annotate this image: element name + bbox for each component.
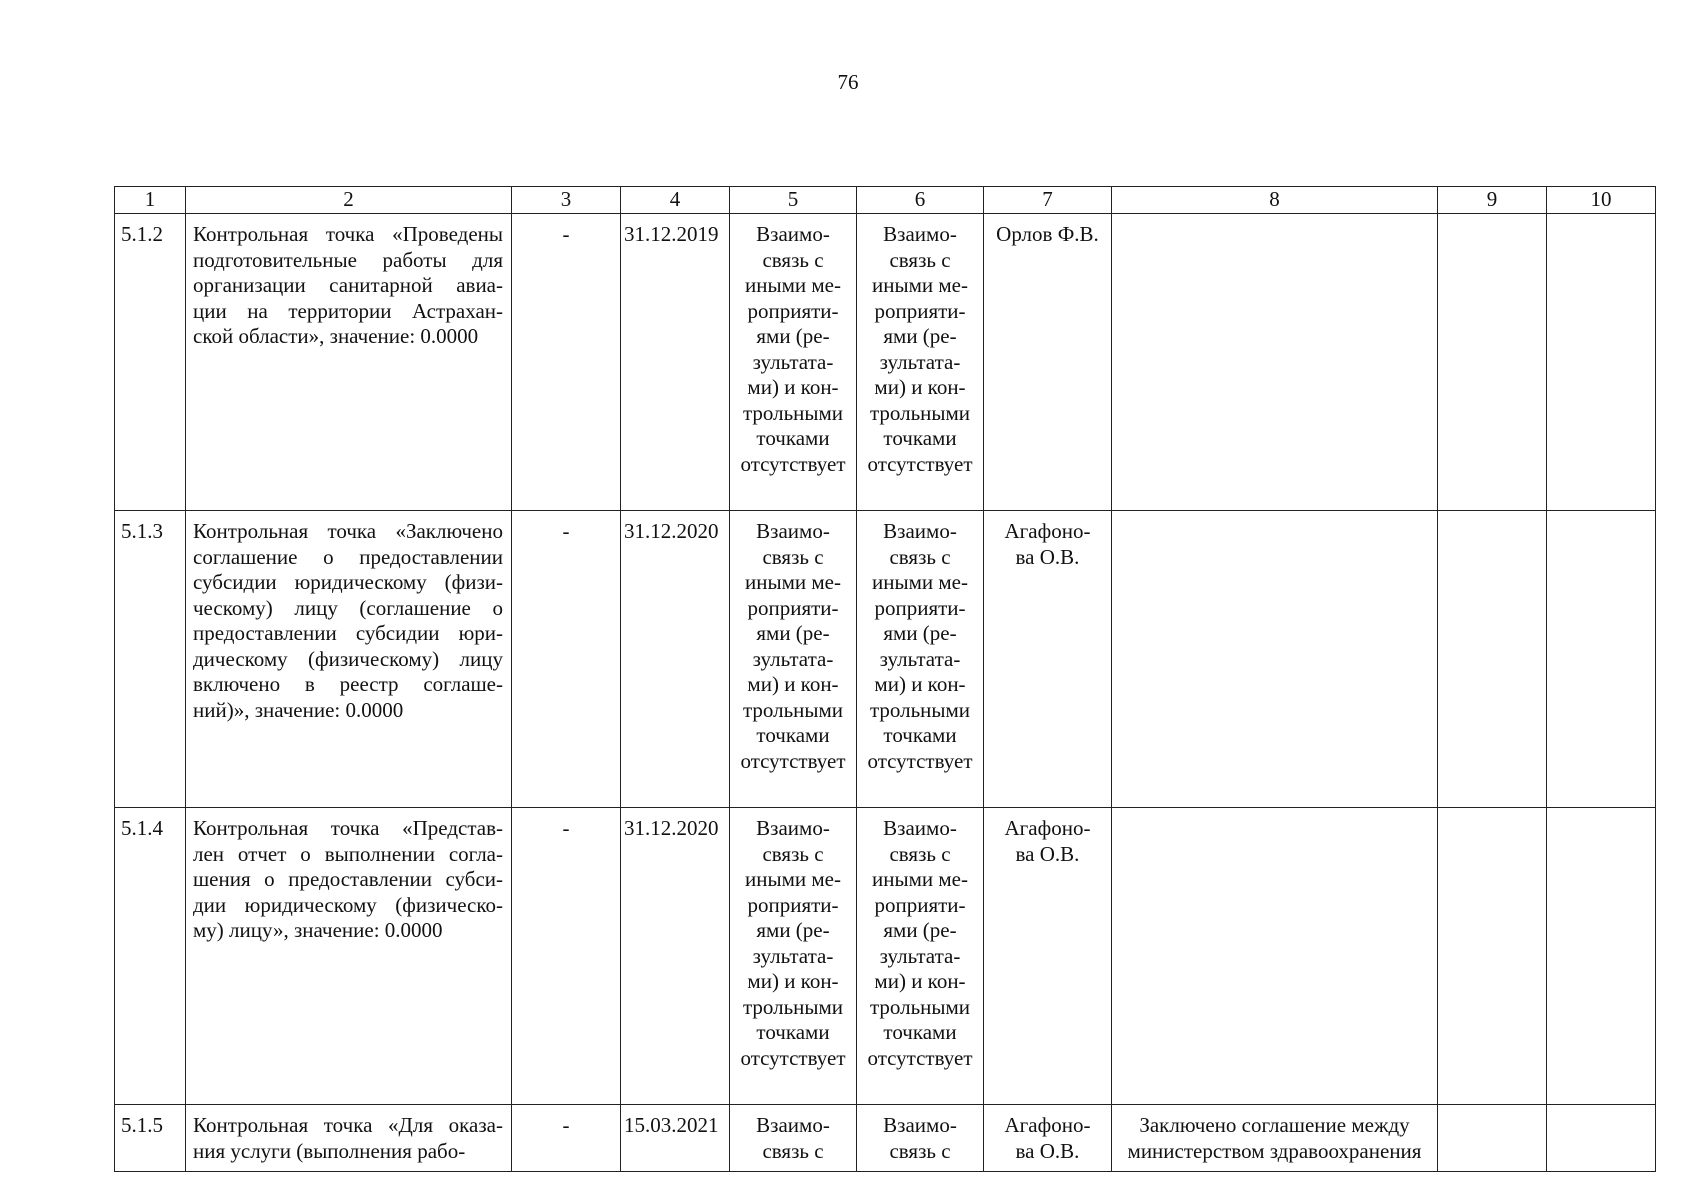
relation-cell-line: отсутствует xyxy=(867,748,973,773)
column-header: 1 xyxy=(115,187,186,214)
col9-cell xyxy=(1438,511,1547,808)
relation-cell-line: связь с xyxy=(889,544,951,569)
description-cell xyxy=(186,808,512,1105)
relation-cell-line: иными ме- xyxy=(745,867,841,891)
comment-cell xyxy=(1112,511,1438,808)
relation-cell-line: связь с xyxy=(762,841,824,866)
table-row xyxy=(115,214,1656,511)
responsible-cell-line: ва О.В. xyxy=(1015,1138,1080,1163)
col3-cell: - xyxy=(512,214,621,511)
date-cell: 15.03.2021 xyxy=(621,1105,730,1172)
relation-cell-line: отсутствует xyxy=(740,748,846,773)
description-cell-line: ний)», значение: 0.0000 xyxy=(193,697,404,722)
relation-cell-line: связь с xyxy=(889,247,951,272)
relation-cell-line: ми) и кон- xyxy=(747,969,839,993)
relation-cell-line: ями (ре- xyxy=(756,918,830,942)
relation-cell-line: связь с xyxy=(889,841,951,866)
col10-cell xyxy=(1547,214,1656,511)
relation-cell-line: роприяти- xyxy=(874,595,966,620)
description-cell xyxy=(186,1105,512,1172)
relation-cell-line: ми) и кон- xyxy=(874,969,966,993)
relation-cell-line: отсутствует xyxy=(740,1045,846,1070)
relation-cell-line: ями (ре- xyxy=(883,621,957,645)
relation-cell-line: роприяти- xyxy=(747,595,839,620)
comment-cell xyxy=(1112,808,1438,1105)
date-cell: 31.12.2020 xyxy=(621,808,730,1105)
column-header: 8 xyxy=(1112,187,1438,214)
comment-cell-line: Заключено соглашение между xyxy=(1139,1113,1410,1137)
comment-cell xyxy=(1112,1105,1438,1172)
relation-cell-line: Взаимо- xyxy=(756,222,830,246)
date-cell: 31.12.2020 xyxy=(621,511,730,808)
relation-cell-line: зультата- xyxy=(879,349,961,374)
description-cell-line: ции на территории Астрахан- xyxy=(193,298,503,323)
relation-cell xyxy=(730,214,857,511)
relation-cell-line: трольными xyxy=(869,994,971,1019)
relation-cell-line: роприяти- xyxy=(874,892,966,917)
relation-cell-line: зультата- xyxy=(752,349,834,374)
table-row xyxy=(115,808,1656,1105)
relation-cell-line: зультата- xyxy=(879,943,961,968)
relation-cell-line: роприяти- xyxy=(874,298,966,323)
row-number-cell: 5.1.4 xyxy=(115,808,186,1105)
relation-cell-line: иными ме- xyxy=(872,273,968,297)
description-cell-line: организации санитарной авиа- xyxy=(193,273,503,297)
header-row xyxy=(115,187,1656,214)
date-cell: 31.12.2019 xyxy=(621,214,730,511)
description-cell-line: шения о предоставлении субси- xyxy=(193,867,503,891)
column-header: 7 xyxy=(984,187,1112,214)
relation-cell-line: трольными xyxy=(869,697,971,722)
relation-cell xyxy=(857,511,984,808)
description-cell-line: подготовительные работы для xyxy=(193,247,503,272)
responsible-cell-line: Агафоно- xyxy=(1004,1113,1091,1137)
relation-cell-line: Взаимо- xyxy=(883,816,957,840)
description-cell-line: дии юридическому (физическо- xyxy=(193,892,503,917)
responsible-cell-line: ва О.В. xyxy=(1015,544,1080,569)
relation-cell-line: точками xyxy=(883,1020,957,1044)
description-cell-line: включено в реестр соглаше- xyxy=(193,672,503,696)
description-cell-line: ческому) лицу (соглашение о xyxy=(193,595,503,620)
description-cell-line: дическому (физическому) лицу xyxy=(193,646,503,671)
description-cell-line: ния услуги (выполнения рабо- xyxy=(193,1138,466,1163)
relation-cell-line: иными ме- xyxy=(872,570,968,594)
description-cell-line: предоставлении субсидии юри- xyxy=(193,621,503,645)
relation-cell-line: Взаимо- xyxy=(883,519,957,543)
comment-cell-line: министерством здравоохранения xyxy=(1127,1138,1422,1163)
column-header: 5 xyxy=(730,187,857,214)
description-cell-line: ской области», значение: 0.0000 xyxy=(193,324,479,348)
page-number: 76 xyxy=(837,70,859,94)
relation-cell-line: иными ме- xyxy=(745,570,841,594)
responsible-cell-line: Агафоно- xyxy=(1004,816,1091,840)
description-cell-line: субсидии юридическому (физи- xyxy=(193,570,503,594)
relation-cell-line: трольными xyxy=(742,994,844,1019)
column-header: 4 xyxy=(621,187,730,214)
col3-cell: - xyxy=(512,808,621,1105)
description-cell-line: соглашение о предоставлении xyxy=(193,544,503,569)
responsible-cell xyxy=(984,511,1112,808)
relation-cell-line: точками xyxy=(756,1020,830,1044)
relation-cell-line: зультата- xyxy=(752,646,834,671)
relation-cell-line: иными ме- xyxy=(872,867,968,891)
relation-cell-line: роприяти- xyxy=(747,892,839,917)
column-header: 3 xyxy=(512,187,621,214)
row-number-cell: 5.1.5 xyxy=(115,1105,186,1172)
responsible-cell xyxy=(984,808,1112,1105)
col9-cell xyxy=(1438,1105,1547,1172)
relation-cell-line: ми) и кон- xyxy=(747,672,839,696)
table-row xyxy=(115,1105,1656,1172)
relation-cell-line: точками xyxy=(756,426,830,450)
relation-cell-line: ми) и кон- xyxy=(874,375,966,399)
relation-cell-line: связь с xyxy=(762,1138,824,1163)
description-cell-line: Контрольная точка «Для оказа- xyxy=(193,1113,503,1137)
relation-cell-line: зультата- xyxy=(879,646,961,671)
relation-cell-line: ями (ре- xyxy=(756,324,830,348)
relation-cell xyxy=(857,214,984,511)
relation-cell-line: точками xyxy=(883,723,957,747)
relation-cell-line: зультата- xyxy=(752,943,834,968)
relation-cell-line: ми) и кон- xyxy=(874,672,966,696)
relation-cell-line: точками xyxy=(883,426,957,450)
relation-cell-line: ями (ре- xyxy=(756,621,830,645)
comment-cell xyxy=(1112,214,1438,511)
col10-cell xyxy=(1547,1105,1656,1172)
col3-cell: - xyxy=(512,1105,621,1172)
relation-cell-line: отсутствует xyxy=(867,451,973,476)
column-header: 2 xyxy=(186,187,512,214)
relation-cell-line: роприяти- xyxy=(747,298,839,323)
data-table xyxy=(114,186,1656,1172)
relation-cell-line: Взаимо- xyxy=(756,816,830,840)
table-row xyxy=(115,511,1656,808)
description-cell xyxy=(186,214,512,511)
relation-cell-line: связь с xyxy=(762,247,824,272)
col3-cell: - xyxy=(512,511,621,808)
col9-cell xyxy=(1438,214,1547,511)
description-cell-line: Контрольная точка «Проведены xyxy=(193,222,503,246)
responsible-cell-line: ва О.В. xyxy=(1015,841,1080,866)
col10-cell xyxy=(1547,511,1656,808)
col9-cell xyxy=(1438,808,1547,1105)
relation-cell-line: Взаимо- xyxy=(883,1113,957,1137)
relation-cell-line: точками xyxy=(756,723,830,747)
relation-cell xyxy=(730,808,857,1105)
relation-cell-line: ями (ре- xyxy=(883,918,957,942)
relation-cell-line: отсутствует xyxy=(740,451,846,476)
relation-cell-line: ми) и кон- xyxy=(747,375,839,399)
relation-cell xyxy=(857,808,984,1105)
relation-cell-line: трольными xyxy=(742,400,844,425)
relation-cell-line: ями (ре- xyxy=(883,324,957,348)
description-cell-line: му) лицу», значение: 0.0000 xyxy=(193,918,443,942)
row-number-cell: 5.1.3 xyxy=(115,511,186,808)
column-header: 6 xyxy=(857,187,984,214)
responsible-cell-line: Орлов Ф.В. xyxy=(996,222,1099,246)
relation-cell xyxy=(730,511,857,808)
relation-cell xyxy=(857,1105,984,1172)
description-cell-line: Контрольная точка «Представ- xyxy=(193,816,503,840)
responsible-cell xyxy=(984,1105,1112,1172)
relation-cell-line: Взаимо- xyxy=(756,519,830,543)
responsible-cell xyxy=(984,214,1112,511)
description-cell-line: Контрольная точка «Заключено xyxy=(193,519,503,543)
responsible-cell-line: Агафоно- xyxy=(1004,519,1091,543)
col10-cell xyxy=(1547,808,1656,1105)
relation-cell-line: Взаимо- xyxy=(756,1113,830,1137)
relation-cell-line: Взаимо- xyxy=(883,222,957,246)
relation-cell-line: трольными xyxy=(742,697,844,722)
row-number-cell: 5.1.2 xyxy=(115,214,186,511)
description-cell xyxy=(186,511,512,808)
relation-cell-line: связь с xyxy=(889,1138,951,1163)
column-header: 9 xyxy=(1438,187,1547,214)
relation-cell xyxy=(730,1105,857,1172)
column-header: 10 xyxy=(1547,187,1656,214)
relation-cell-line: отсутствует xyxy=(867,1045,973,1070)
description-cell-line: лен отчет о выполнении согла- xyxy=(193,841,503,866)
relation-cell-line: связь с xyxy=(762,544,824,569)
relation-cell-line: иными ме- xyxy=(745,273,841,297)
relation-cell-line: трольными xyxy=(869,400,971,425)
